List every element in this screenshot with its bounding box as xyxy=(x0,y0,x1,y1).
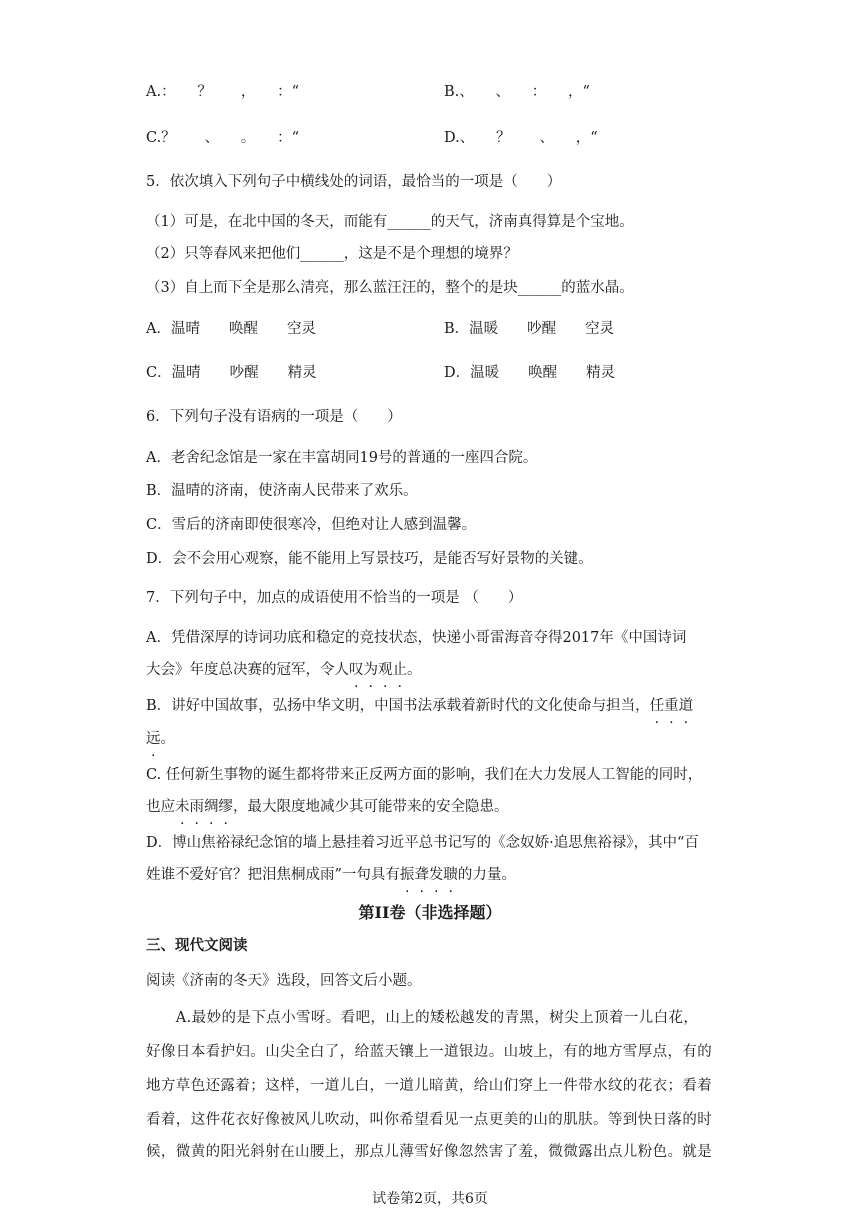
q6-option-d: D．会不会用心观察，能不能用上写景技巧，是能否写好景物的关键。 xyxy=(146,551,593,567)
q7-option-d-line2: 姓谁不爱好官？把泪焦桐成雨”一句具有振聋发聩的力量。 xyxy=(146,867,516,883)
q5-option-d: D．温暖 唤醒 精灵 xyxy=(444,365,616,381)
q4-option-a: A.： ？ ， ：“ xyxy=(146,84,299,100)
q4-option-b: B.、 、 ： ，“ xyxy=(444,84,590,100)
q5-option-c: C．温晴 吵醒 精灵 xyxy=(146,365,317,381)
section-title: 第II卷（非选择题） xyxy=(358,903,502,922)
q7-option-b-line1: B．讲好中国故事，弘扬中华文明，中国书法承载着新时代的文化使命与担当，任重道 xyxy=(146,698,694,714)
reading-intro: 阅读《济南的冬天》选段，回答文后小题。 xyxy=(146,973,422,989)
q7-option-a-line2: 大会》年度总决赛的冠军，令人叹为观止。 xyxy=(146,662,422,678)
dotted-idiom: 叹为观止 xyxy=(349,662,407,678)
q5-option-a: A．温晴 唤醒 空灵 xyxy=(146,321,316,337)
q7-option-c-line1: C. 任何新生事物的诞生都将带来正反两方面的影响，我们在大力发展人工智能的同时， xyxy=(146,767,703,783)
q5-sentence-2: （2）只等春风来把他们______，这是不是个理想的境界？ xyxy=(146,246,518,262)
passage-line: 地方草色还露着；这样，一道儿白，一道儿暗黄，给山们穿上一件带水纹的花衣；看着 xyxy=(146,1078,713,1094)
q6-option-a: A．老舍纪念馆是一家在丰富胡同19号的普通的一座四合院。 xyxy=(146,450,538,466)
passage-line: 好像日本看护妇。山尖全白了，给蓝天镶上一道银边。山坡上，有的地方雪厚点，有的 xyxy=(146,1044,713,1060)
dotted-idiom: 未雨绸缪 xyxy=(175,799,233,815)
q5-option-b: B．温暖 吵醒 空灵 xyxy=(444,321,615,337)
section-heading: 三、现代文阅读 xyxy=(146,937,248,954)
q7-option-d-line1: D．博山焦裕禄纪念馆的墙上悬挂着习近平总书记写的《念奴娇·追思焦裕禄》，其中“百 xyxy=(146,835,699,851)
q4-option-c: C.？ 、 。 ：“ xyxy=(146,130,300,146)
page-footer: 试卷第2页，共6页 xyxy=(372,1191,488,1207)
dotted-idiom: 任重道 xyxy=(649,698,694,714)
q5-stem: 5．依次填入下列句子中横线处的词语，最恰当的一项是（ ） xyxy=(146,174,562,190)
q6-option-c: C．雪后的济南即使很寒冷，但绝对让人感到温馨。 xyxy=(146,517,477,533)
dotted-idiom: 振聋发聩 xyxy=(399,867,458,883)
passage-line: 看着，这件花衣好像被风儿吹动，叫你希望看见一点更美的山的肌肤。等到快日落的时 xyxy=(146,1112,713,1128)
q7-stem: 7．下列句子中，加点的成语使用不恰当的一项是 （ ） xyxy=(146,590,523,606)
dotted-idiom: 远 xyxy=(146,731,161,747)
q6-option-b: B．温晴的济南，使济南人民带来了欢乐。 xyxy=(146,483,418,499)
passage-line: A.最妙的是下点小雪呀。看吧，山上的矮松越发的青黑，树尖上顶着一儿白花， xyxy=(146,1010,699,1026)
q7-option-b-line2: 远。 xyxy=(146,731,175,747)
passage-line: 候，微黄的阳光斜射在山腰上，那点儿薄雪好像忽然害了羞，微微露出点儿粉色。就是 xyxy=(146,1144,713,1160)
q5-sentence-1: （1）可是，在北中国的冬天，而能有______的天气，济南真得算是个宝地。 xyxy=(146,214,634,230)
q5-sentence-3: （3）自上而下全是那么清亮，那么蓝汪汪的，整个的是块______的蓝水晶。 xyxy=(146,280,634,296)
q4-option-d: D.、 ？ 、 ，“ xyxy=(444,130,598,146)
q6-stem: 6．下列句子没有语病的一项是（ ） xyxy=(146,409,402,425)
q7-option-c-line2: 也应未雨绸缪，最大限度地减少其可能带来的安全隐患。 xyxy=(146,799,509,815)
q7-option-a-line1: A．凭借深厚的诗词功底和稳定的竞技状态，快递小哥雷海音夺得2017年《中国诗词 xyxy=(146,630,687,646)
